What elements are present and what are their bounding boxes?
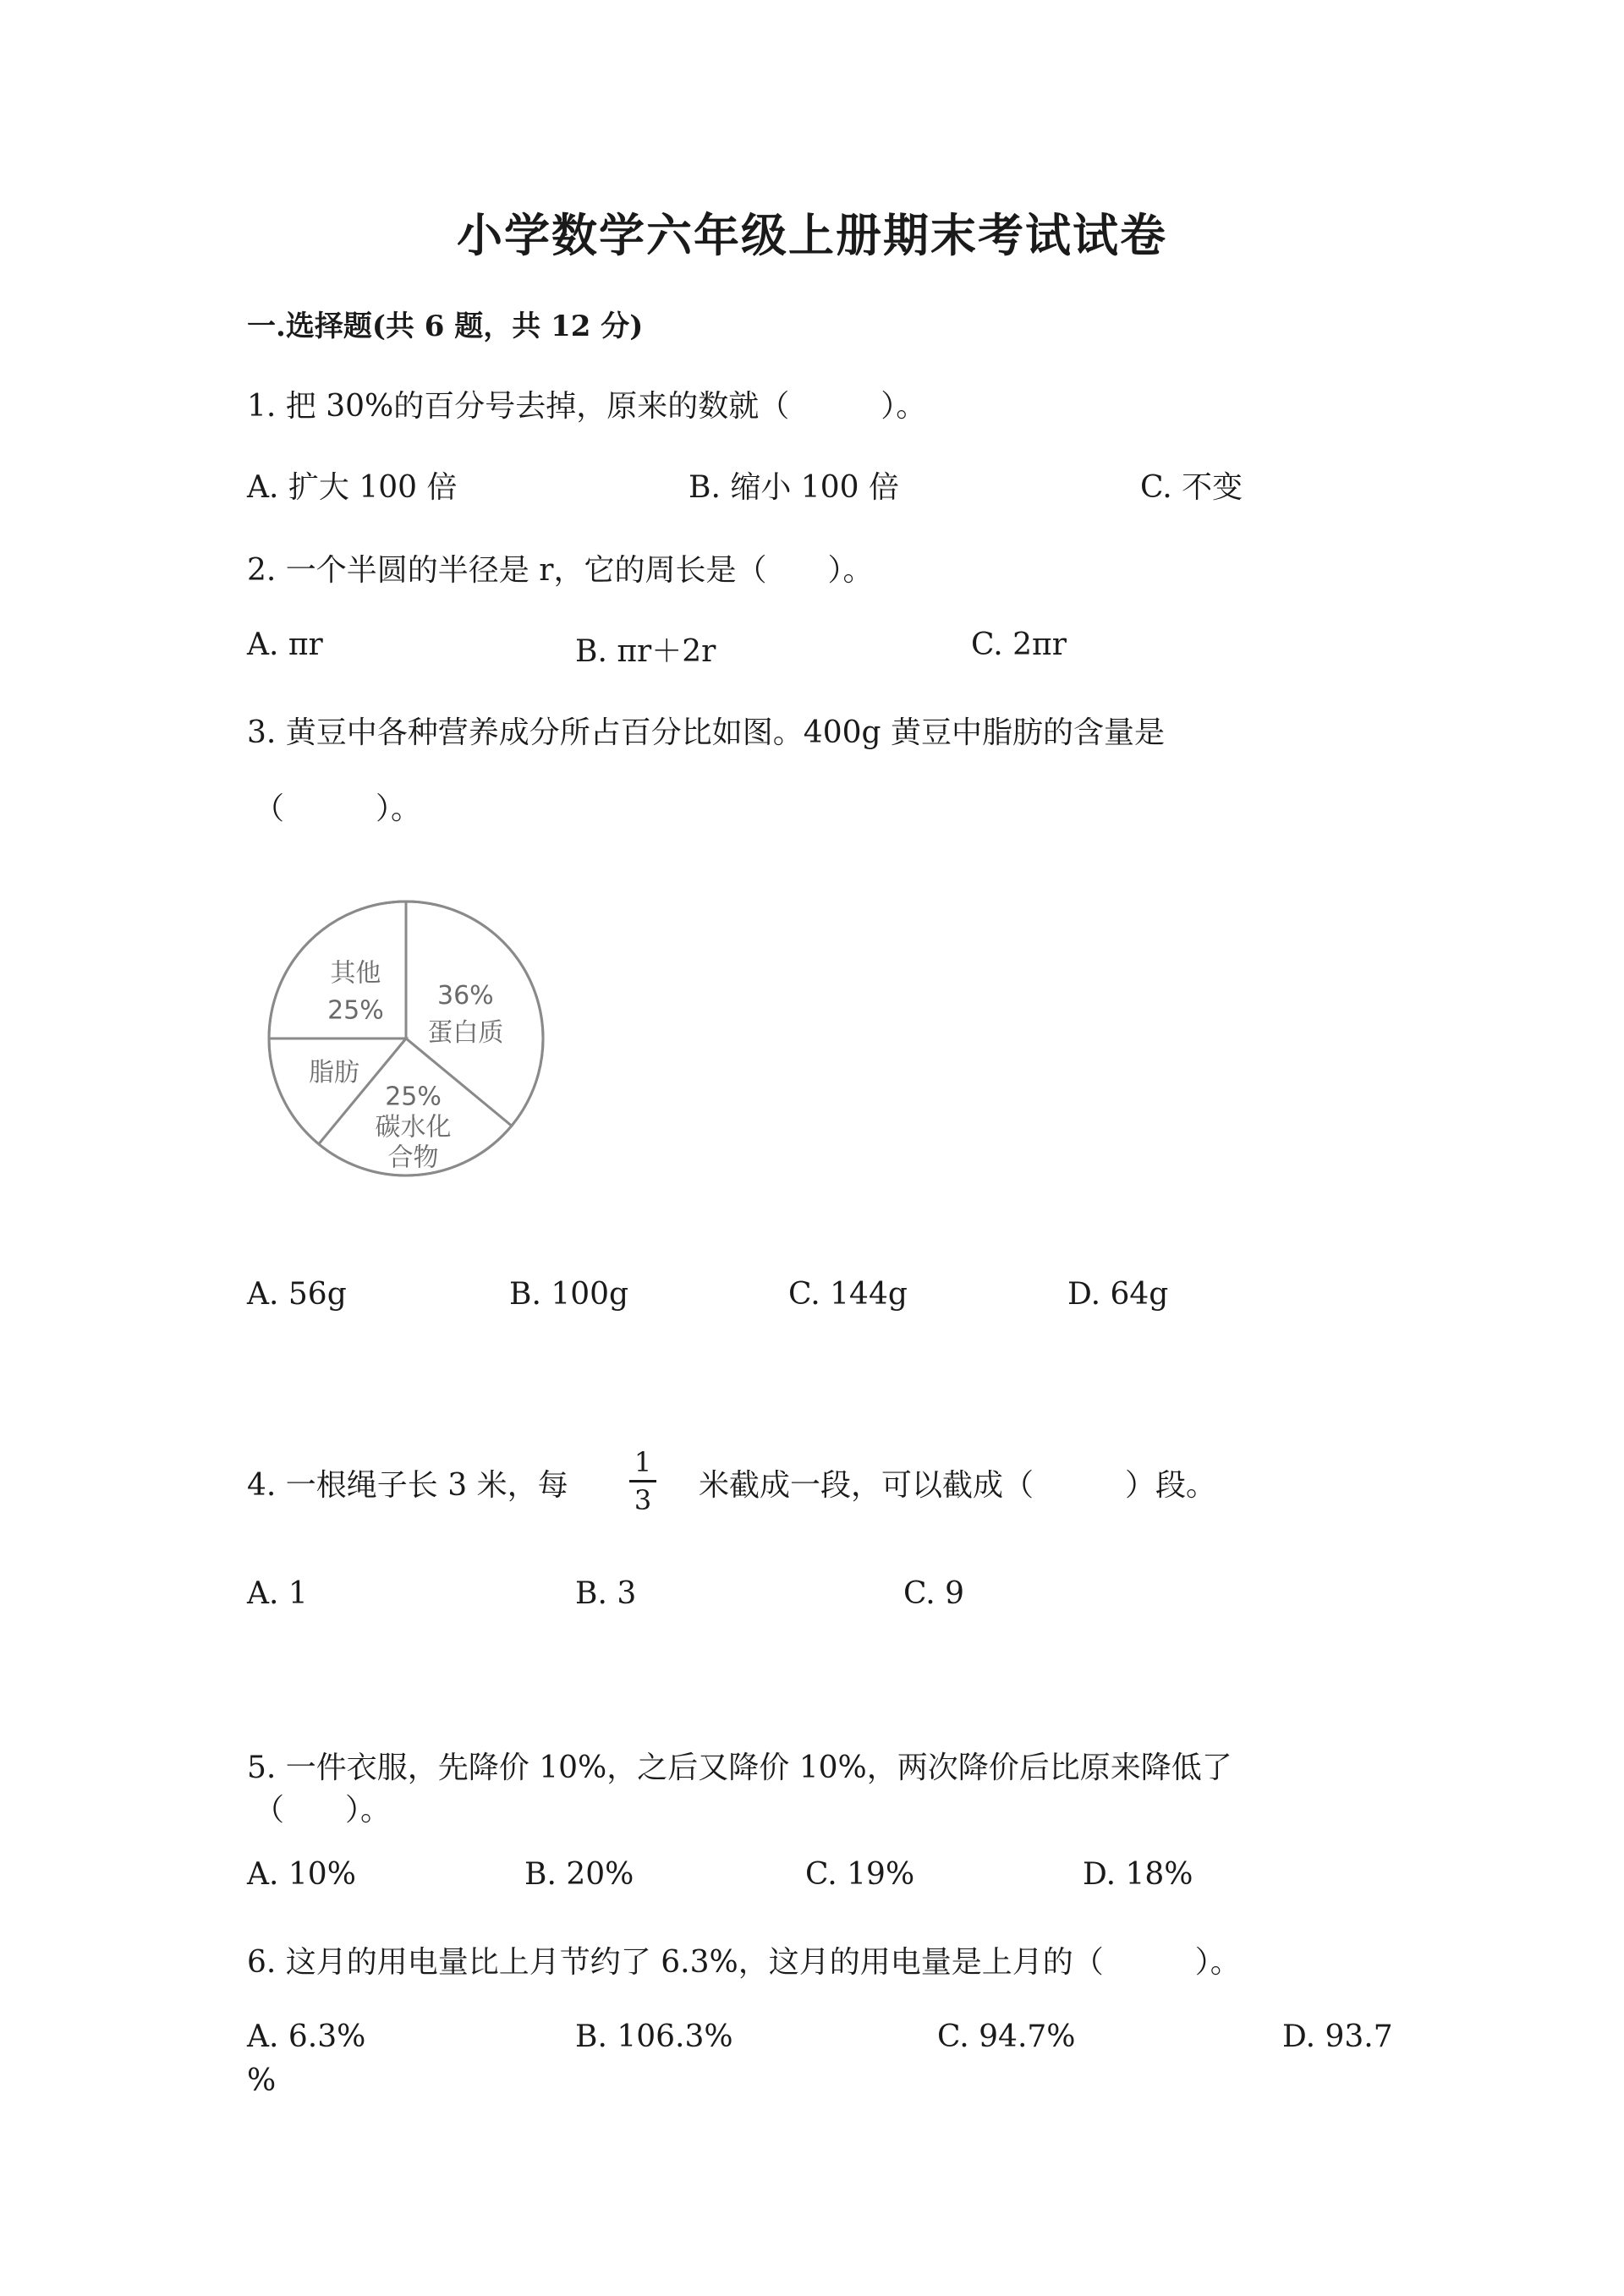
pie-label-1-2: 合物 [387,1143,439,1173]
fraction-numerator: 1 [634,1446,652,1478]
page-title: 小学数学六年级上册期末考试试卷 [457,208,1167,262]
question-4-option-b[interactable]: B. 3 [575,1576,637,1611]
question-2-option-b[interactable]: B. πr＋2r [575,634,716,669]
question-1-option-a[interactable]: A. 扩大 100 倍 [247,470,458,505]
question-6-option-c[interactable]: C. 94.7% [937,2019,1076,2054]
question-6-option-d[interactable]: D. 93.7 [1282,2019,1393,2054]
question-5-option-c[interactable]: C. 19% [805,1857,915,1892]
question-3-option-c[interactable]: C. 144g [788,1277,908,1312]
question-6-stem: 6. 这月的用电量比上月节约了 6.3%，这月的用电量是上月的（ ）。 [247,1945,1241,1980]
question-1-option-b[interactable]: B. 缩小 100 倍 [689,470,899,505]
question-1-option-c[interactable]: C. 不变 [1140,470,1243,505]
question-5-option-d[interactable]: D. 18% [1083,1857,1193,1892]
pie-label-1-0: 25% [385,1082,442,1112]
question-6-option-b[interactable]: B. 106.3% [575,2019,733,2054]
question-5-option-b[interactable]: B. 20% [524,1857,634,1892]
question-5-stem-line1: 5. 一件衣服，先降价 10%，之后又降价 10%，两次降价后比原来降低了 [247,1751,1232,1785]
question-4-stem-before: 4. 一根绳子长 3 米，每 [247,1468,568,1503]
question-3-stem-line2: （ ）。 [254,792,422,826]
nutrient-pie-chart [245,888,567,1192]
question-2-option-c[interactable]: C. 2πr [971,627,1067,662]
pie-label-2-0: 脂肪 [308,1058,359,1088]
question-3-option-a[interactable]: A. 56g [247,1277,347,1312]
question-5-stem-line2: （ ）。 [254,1793,392,1827]
question-6-option-d-wrap: % [247,2063,277,2098]
pie-label-0-1: 蛋白质 [427,1017,504,1048]
question-4-option-c[interactable]: C. 9 [903,1576,965,1611]
pie-label-3-1: 25% [327,995,384,1026]
fraction-one-third [626,1446,660,1516]
question-3-option-b[interactable]: B. 100g [509,1277,629,1312]
question-2-stem: 2. 一个半圆的半径是 r，它的周长是（ ）。 [247,553,874,588]
question-3-option-d[interactable]: D. 64g [1067,1277,1169,1312]
pie-label-3-0: 其他 [330,958,381,989]
question-4-stem-after: 米截成一段，可以截成（ ）段。 [699,1468,1217,1503]
question-1-stem: 1. 把 30%的百分号去掉，原来的数就（ ）。 [247,389,927,424]
question-3-stem-line1: 3. 黄豆中各种营养成分所占百分比如图。400g 黄豆中脂肪的含量是 [247,715,1165,750]
fraction-bar [629,1480,656,1482]
question-5-option-a[interactable]: A. 10% [247,1857,356,1892]
fraction-denominator: 3 [634,1484,652,1516]
pie-label-1-1: 碳水化 [375,1112,452,1143]
section-heading: 一.选择题(共 6 题，共 12 分) [247,310,644,343]
pie-label-0-0: 36% [437,980,494,1011]
question-6-option-a[interactable]: A. 6.3% [247,2019,366,2054]
question-4-option-a[interactable]: A. 1 [247,1576,308,1611]
question-2-option-a[interactable]: A. πr [247,627,323,662]
